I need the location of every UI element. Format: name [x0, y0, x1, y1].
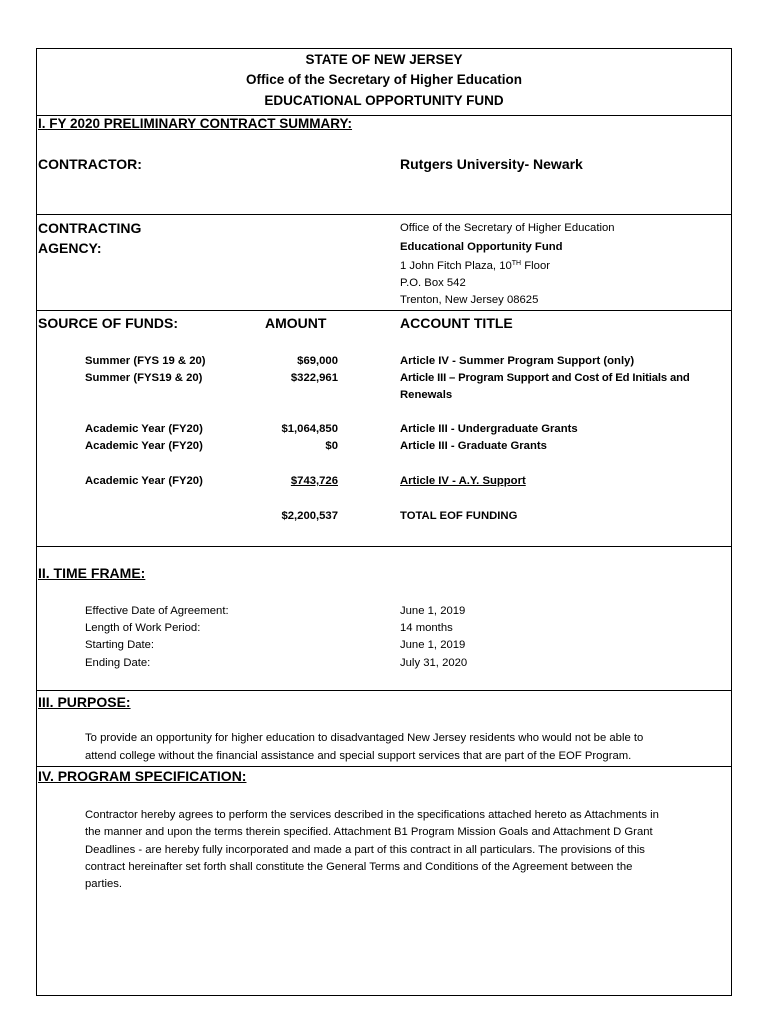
- purpose-line: attend college without the financial assistance and special support services that are part of the EOF Program.: [85, 750, 632, 762]
- timeframe-label: Starting Date:: [85, 639, 155, 651]
- divider-timeframe: [36, 690, 732, 691]
- timeframe-value: 14 months: [400, 622, 453, 634]
- funds-row-source: Academic Year (FY20): [85, 475, 203, 487]
- divider-contractor: [36, 214, 732, 215]
- funds-row-amount: $1,064,850: [281, 423, 338, 435]
- funds-row-account: Article IV - Summer Program Support (only): [400, 355, 635, 367]
- funds-row-amount: $69,000: [297, 355, 338, 367]
- funds-row-account-cont: Renewals: [400, 389, 453, 401]
- timeframe-label: Ending Date:: [85, 657, 151, 669]
- contractor-value: Rutgers University- Newark: [400, 156, 583, 172]
- section2-title: II. TIME FRAME:: [38, 565, 146, 581]
- section3-title: III. PURPOSE:: [38, 694, 131, 710]
- header-office: Office of the Secretary of Higher Education: [245, 72, 523, 87]
- divider-funds: [36, 546, 732, 547]
- timeframe-value: June 1, 2019: [400, 605, 466, 617]
- section4-title: IV. PROGRAM SPECIFICATION:: [38, 768, 247, 784]
- specification-line: contract hereinafter set forth shall constitute the General Terms and Conditions of the Agreement between the: [85, 861, 633, 873]
- section1-title: I. FY 2020 PRELIMINARY CONTRACT SUMMARY:: [38, 116, 353, 131]
- agency-label-2: AGENCY:: [38, 240, 102, 256]
- funds-row-source: Summer (FYS19 & 20): [85, 372, 203, 384]
- purpose-line: To provide an opportunity for higher education to disadvantaged New Jersey residents who would not be able to: [85, 732, 644, 744]
- timeframe-value: July 31, 2020: [400, 657, 468, 669]
- agency-label-1: CONTRACTING: [38, 220, 142, 236]
- funds-row-account: Article III - Undergraduate Grants: [400, 423, 578, 435]
- funds-row-amount: $322,961: [290, 372, 338, 384]
- funds-row-source: Academic Year (FY20): [85, 423, 203, 435]
- funds-row-account: Article III – Program Support and Cost of Ed Initials and: [400, 372, 690, 384]
- divider-agency: [36, 310, 732, 311]
- funds-row-source: Summer (FYS 19 & 20): [85, 355, 206, 367]
- funds-row-account: Article III - Graduate Grants: [400, 440, 547, 452]
- funds-header-source: SOURCE OF FUNDS:: [38, 315, 178, 331]
- total-label: TOTAL EOF FUNDING: [400, 510, 518, 522]
- agency-fund: Educational Opportunity Fund: [400, 241, 563, 253]
- funds-row-amount: $0: [325, 440, 338, 452]
- divider-purpose: [36, 766, 732, 767]
- timeframe-label: Length of Work Period:: [85, 622, 201, 634]
- timeframe-label: Effective Date of Agreement:: [85, 605, 229, 617]
- agency-city: Trenton, New Jersey 08625: [400, 294, 539, 306]
- funds-header-account: ACCOUNT TITLE: [400, 315, 513, 331]
- specification-line: Contractor hereby agrees to perform the services described in the specifications attached hereto as Attachments in: [85, 809, 659, 821]
- total-amount: $2,200,537: [281, 510, 338, 522]
- agency-office: Office of the Secretary of Higher Education: [400, 222, 615, 234]
- contractor-label: CONTRACTOR:: [38, 156, 142, 172]
- funds-row-amount: $743,726: [290, 475, 338, 487]
- specification-line: Deadlines - are hereby fully incorporated and made a part of this contract in all particulars. The provisions of this: [85, 844, 645, 856]
- header-fund: EDUCATIONAL OPPORTUNITY FUND: [264, 93, 504, 108]
- agency-street: 1 John Fitch Plaza, 10TH Floor: [400, 260, 551, 272]
- agency-pobox: P.O. Box 542: [400, 277, 466, 289]
- funds-row-source: Academic Year (FY20): [85, 440, 203, 452]
- specification-line: the manner and upon the terms therein specified. Attachment B1 Program Mission Goals and Attachment D Grant: [85, 826, 653, 838]
- timeframe-value: June 1, 2019: [400, 639, 466, 651]
- funds-row-account: Article IV - A.Y. Support: [400, 475, 526, 487]
- specification-line: parties.: [85, 878, 123, 890]
- header-state: STATE OF NEW JERSEY: [305, 52, 463, 67]
- funds-header-amount: AMOUNT: [265, 315, 327, 331]
